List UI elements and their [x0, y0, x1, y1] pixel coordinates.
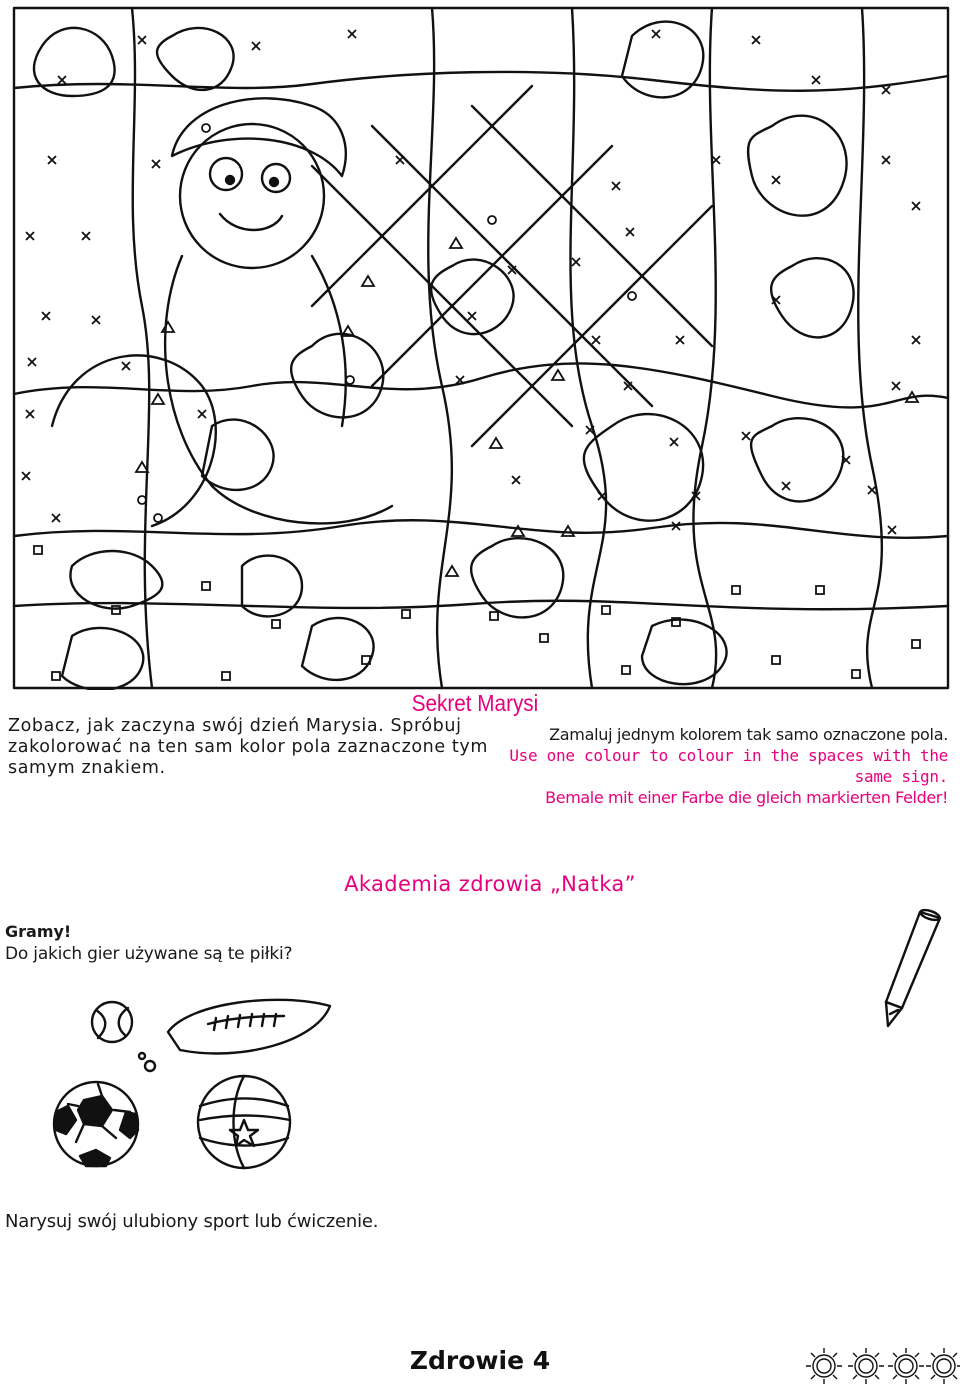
instruction-english: Use one colour to colour in the spaces with the same sign.	[509, 746, 948, 786]
soccer-ball-icon	[54, 1082, 138, 1166]
draw-prompt: Narysuj swój ulubiony sport lub ćwiczenie.	[5, 1211, 379, 1232]
square-symbols	[34, 546, 920, 680]
beach-ball-icon	[198, 1076, 290, 1168]
academy-title: Akademia zdrowia „Natka”	[344, 872, 636, 896]
coloring-picture	[12, 6, 950, 690]
instruction-polish-short: Zamaluj jednym kolorem tak samo oznaczone pola.	[549, 725, 948, 744]
balls-illustration	[40, 992, 360, 1192]
game-question: Do jakich gier używane są te piłki?	[5, 944, 293, 964]
coloring-title: Sekret Marysi	[411, 690, 539, 716]
instructions-multilingual	[508, 724, 948, 808]
footer-suns	[800, 1344, 960, 1386]
game-heading: Gramy!	[5, 922, 72, 941]
sun-icon	[806, 1348, 842, 1384]
sun-icon	[848, 1348, 884, 1384]
pencil-icon	[868, 902, 958, 1032]
instruction-polish: Zobacz, jak zaczyna swój dzień Marysia. Spróbuj zakolorować na ten sam kolor pola zaznaczone tym samym znakiem.	[8, 716, 488, 778]
rugby-ball-icon	[168, 1000, 330, 1054]
instruction-german: Bemale mit einer Farbe die gleich markierten Felder!	[545, 788, 948, 807]
footer-title: Zdrowie 4	[409, 1346, 551, 1375]
sun-icon	[888, 1348, 924, 1384]
sun-icon	[926, 1348, 960, 1384]
tennis-ball-icon	[92, 1002, 132, 1042]
triangle-symbols	[136, 238, 918, 576]
